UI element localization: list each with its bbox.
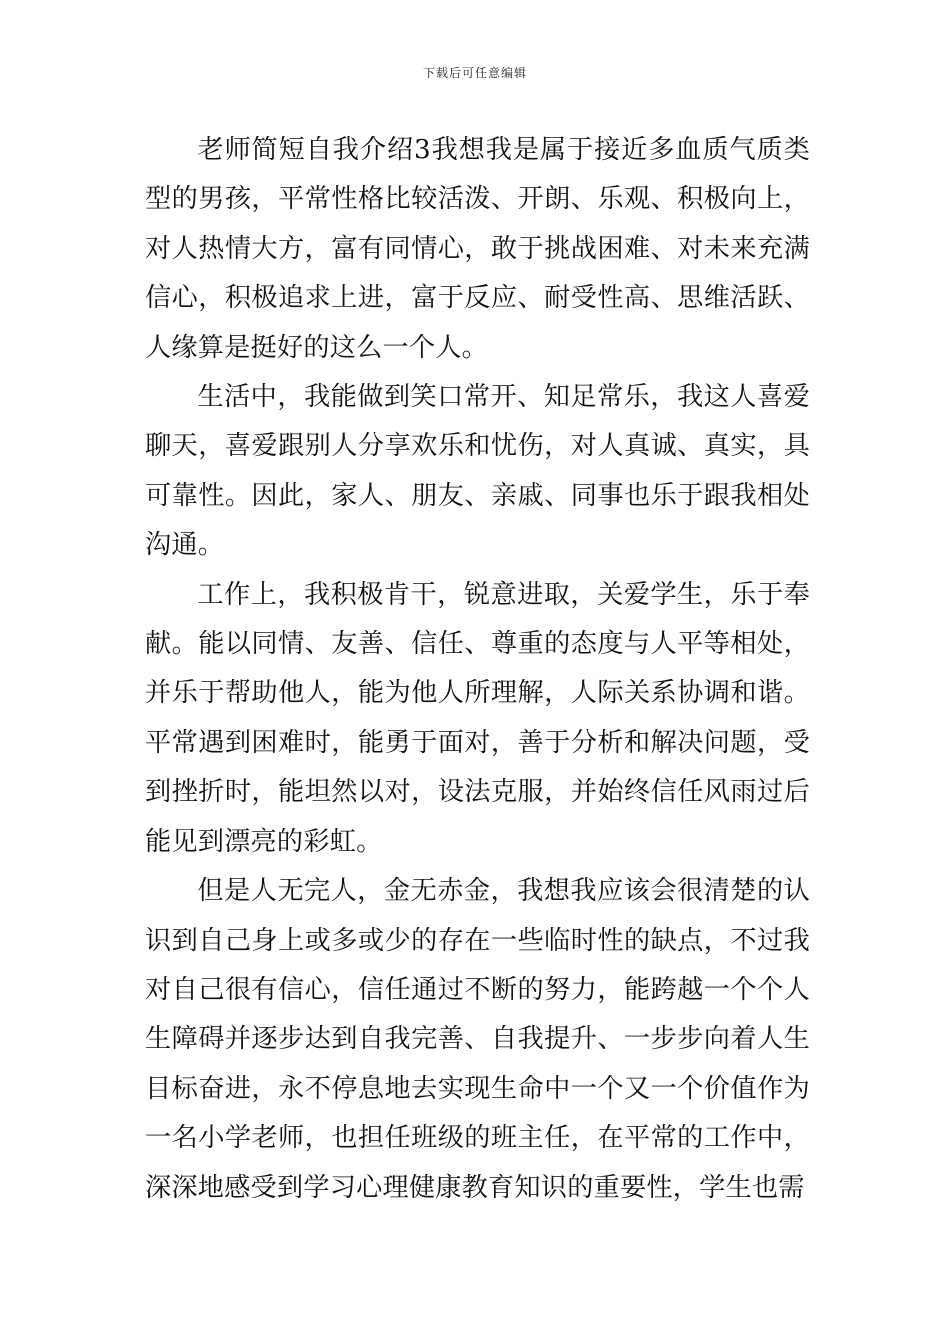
paragraph-3: 工作上，我积极肯干，锐意进取，关爱学生，乐于奉献。能以同情、友善、信任、尊重的态度与人平等相处，并乐于帮助他人，能为他人所理解，人际关系协调和谐。平常遇到困难时，能勇于面对，善于分析和解决问题，受到挫折时，能坦然以对，设法克服，并始终信任风雨过后能见到漂亮的彩虹。	[145, 579, 810, 857]
paragraph-1: 老师简短自我介绍3我想我是属于接近多血质气质类型的男孩，平常性格比较活泼、开朗、乐观、积极向上，对人热情大方，富有同情心，敢于挑战困难、对未来充满信心，积极追求上进，富于反应、耐受性高、思维活跃、人缘算是挺好的这么一个人。	[145, 135, 810, 363]
paragraph-2: 生活中，我能做到笑口常开、知足常乐，我这人喜爱聊天，喜爱跟别人分享欢乐和忧伤，对人真诚、真实，具可靠性。因此，家人、朋友、亲戚、同事也乐于跟我相处沟通。	[145, 382, 810, 561]
paragraph-4: 但是人无完人，金无赤金，我想我应该会很清楚的认识到自己身上或多或少的存在一些临时性的缺点，不过我对自己很有信心，信任通过不断的努力，能跨越一个个人生障碍并逐步达到自我完善、自我提升、一步步向着人生目标奋进，永不停息地去实现生命中一个又一个价值作为一名小学老师，也担任班级的班主任，在平常的工作中，深深地感受到学习心理健康教育知识的重要性，学生也需	[145, 876, 810, 1203]
page-header-note: 下载后可任意编辑	[422, 66, 527, 80]
document-body	[145, 126, 810, 1213]
